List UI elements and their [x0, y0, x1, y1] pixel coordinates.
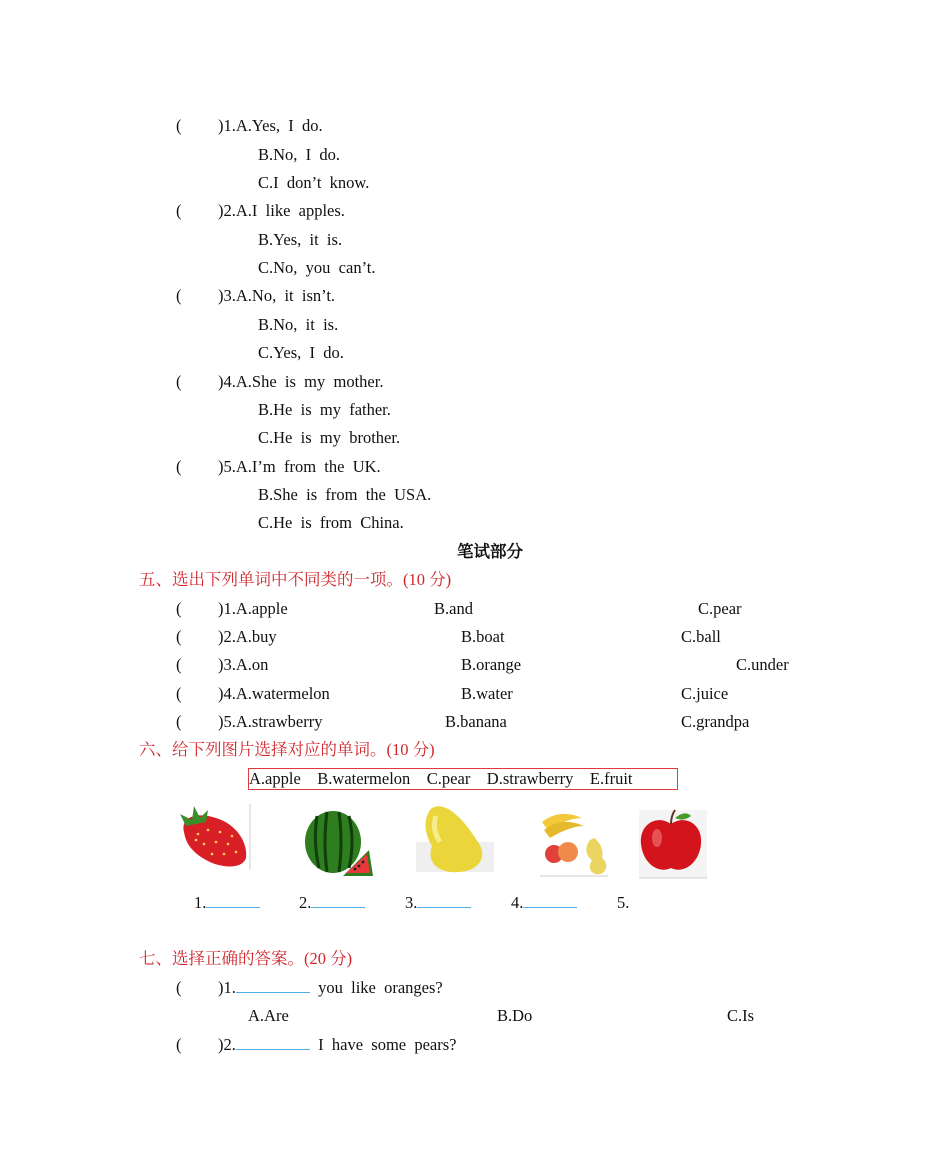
picture-answer-1[interactable]: 1. — [194, 893, 260, 913]
answer-paren[interactable]: ( — [176, 655, 182, 674]
apple-picture — [637, 808, 709, 880]
option-b: B.She is from the USA. — [258, 485, 432, 504]
answer-paren[interactable]: ( — [176, 457, 182, 476]
question-stem: )1.A.Yes, I do. — [218, 116, 323, 135]
option-c: C.grandpa — [681, 712, 750, 731]
picture-answer-4[interactable]: 4. — [511, 893, 577, 913]
option-c: C.pear — [698, 599, 742, 618]
word-options-box: A.apple B.watermelon C.pear D.strawberry E.fruit — [248, 768, 678, 790]
option-c: C.He is from China. — [258, 513, 404, 532]
answer-paren[interactable]: ( — [176, 286, 182, 305]
section5-heading: 五、选出下列单词中不同类的一项。(10 分) — [139, 570, 452, 589]
option-a: )3.A.on — [218, 655, 269, 674]
option-c: C.ball — [681, 627, 721, 646]
option-c: C.He is my brother. — [258, 428, 401, 447]
picture-answer-2[interactable]: 2. — [299, 893, 365, 913]
question-stem: )2.A.I like apples. — [218, 201, 345, 220]
question-stem: )3.A.No, it isn’t. — [218, 286, 336, 305]
question-stem: )2. I have some pears? — [218, 1035, 457, 1054]
option-b: B.orange — [461, 655, 522, 674]
written-part-title: 笔试部分 — [457, 542, 523, 561]
section7-heading: 七、选择正确的答案。(20 分) — [139, 949, 353, 968]
picture-answer-3[interactable]: 3. — [405, 893, 471, 913]
picture-answer-5[interactable]: 5. — [617, 893, 630, 912]
answer-paren[interactable]: ( — [176, 978, 182, 997]
option-c: C.Is — [727, 1006, 755, 1025]
option-c: C.Yes, I do. — [258, 343, 344, 362]
option-b: B.and — [434, 599, 473, 618]
option-b: B.Yes, it is. — [258, 230, 343, 249]
option-c: C.I don’t know. — [258, 173, 370, 192]
pear-picture — [416, 802, 496, 876]
answer-paren[interactable]: ( — [176, 116, 182, 135]
answer-paren[interactable]: ( — [176, 684, 182, 703]
option-a: )5.A.strawberry — [218, 712, 323, 731]
answer-paren[interactable]: ( — [176, 201, 182, 220]
option-c: C.juice — [681, 684, 729, 703]
option-b: B.He is my father. — [258, 400, 391, 419]
option-b: B.No, it is. — [258, 315, 339, 334]
answer-paren[interactable]: ( — [176, 712, 182, 731]
section6-heading: 六、给下列图片选择对应的单词。(10 分) — [139, 740, 435, 759]
answer-paren[interactable]: ( — [176, 627, 182, 646]
question-stem: )4.A.She is my mother. — [218, 372, 384, 391]
question-stem: )5.A.I’m from the UK. — [218, 457, 381, 476]
option-b: B.Do — [497, 1006, 533, 1025]
option-c: C.No, you can’t. — [258, 258, 376, 277]
option-a: )2.A.buy — [218, 627, 277, 646]
option-b: B.water — [461, 684, 513, 703]
fill-blank[interactable] — [236, 978, 310, 993]
answer-paren[interactable]: ( — [176, 372, 182, 391]
option-a: )1.A.apple — [218, 599, 288, 618]
fruit-picture — [538, 804, 610, 878]
option-a: )4.A.watermelon — [218, 684, 330, 703]
question-stem: )1. you like oranges? — [218, 978, 443, 997]
answer-paren[interactable]: ( — [176, 1035, 182, 1054]
fill-blank[interactable] — [236, 1035, 310, 1050]
option-b: B.banana — [445, 712, 507, 731]
option-a: A.Are — [248, 1006, 289, 1025]
option-b: B.boat — [461, 627, 505, 646]
watermelon-picture — [303, 802, 377, 878]
answer-paren[interactable]: ( — [176, 599, 182, 618]
option-b: B.No, I do. — [258, 145, 341, 164]
option-c: C.under — [736, 655, 789, 674]
strawberry-picture — [176, 802, 252, 872]
